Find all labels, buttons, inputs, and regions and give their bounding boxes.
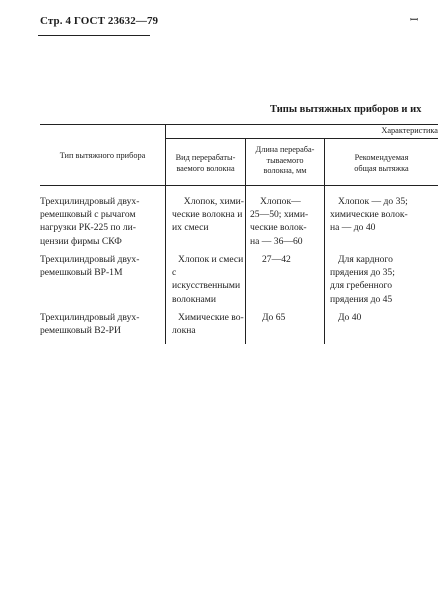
header-device-type: Тип вытяжного прибора	[59, 151, 146, 160]
header-draft-line: Рекомендуемая	[354, 153, 409, 162]
cell-line: До 40	[338, 312, 362, 323]
cell-line: Трехцилиндровый двух-	[40, 312, 140, 323]
table-row-3-device-type	[40, 311, 160, 337]
cell-line: Хлопок и смеси	[178, 254, 244, 265]
header-group-characteristics: Характеристика	[381, 126, 438, 135]
cell-line: ремешковый В2-РИ	[40, 325, 121, 337]
header-fiber-type-line: Вид перерабаты-	[175, 153, 236, 162]
header-fiber-length-line: волокна, мм	[263, 166, 307, 175]
table-row-2-device-type	[40, 253, 160, 279]
cell-line: ремешковый ВР-1М	[40, 267, 123, 279]
header-fiber-length-line: тываемого	[266, 155, 304, 165]
cell-line: нагрузки РК-225 по ли-	[40, 222, 136, 234]
table-row-3-fiber-length	[262, 311, 322, 324]
table-row-3-draft	[338, 311, 438, 324]
table-row-2-fiber-type	[172, 253, 244, 306]
header-fiber-type	[166, 153, 245, 174]
cell-line: прядения до 35;	[330, 267, 395, 279]
cell-line: ческие волок-	[250, 222, 307, 234]
cell-line: Хлопок — до 35;	[338, 196, 408, 207]
cell-line: на — 36—60	[250, 235, 303, 247]
cell-line: 27—42	[262, 254, 291, 265]
cell-line: 25—50; хими-	[250, 209, 309, 221]
cell-line: ческие волокна и	[172, 209, 243, 221]
cell-line: локна	[172, 325, 196, 337]
cell-line: на — до 40	[330, 222, 376, 234]
header-fiber-length-line: Длина перераба-	[255, 145, 315, 154]
table-row-1-fiber-type	[172, 195, 244, 235]
cell-line: волокнами	[172, 293, 216, 305]
cell-line: цензии фирмы СКФ	[40, 235, 122, 247]
header-underline	[38, 35, 150, 36]
cell-line: До 65	[262, 312, 286, 323]
table-row-1-fiber-length	[250, 195, 322, 248]
header-fiber-length	[246, 145, 324, 177]
cell-line: Химические во-	[178, 312, 244, 323]
group-header-rule	[165, 138, 438, 139]
cell-line: прядения до 45	[330, 293, 393, 305]
section-title: Типы вытяжных приборов и их	[270, 104, 422, 115]
table-row-2-draft	[330, 253, 438, 306]
cell-line: с искусственными	[172, 267, 241, 292]
table-row-2-fiber-length	[262, 253, 322, 266]
header-draft-line: общая вытяжка	[354, 163, 409, 173]
cell-line: Хлопок, хими-	[183, 196, 244, 207]
header-draft	[325, 153, 438, 174]
cell-line: Хлопок—	[260, 196, 301, 207]
table-row-1-draft	[330, 195, 438, 235]
header-fiber-type-line: ваемого волокна	[176, 163, 235, 173]
table-row-1-device-type	[40, 195, 160, 248]
table-top-rule	[40, 124, 438, 125]
cell-line: Для кардного	[338, 254, 393, 265]
cell-line: Трехцилиндровый двух-	[40, 196, 140, 207]
cell-line: ремешковый с рычагом	[40, 209, 136, 221]
page-header: Стр. 4 ГОСТ 23632—79	[40, 15, 159, 27]
cell-line: их смеси	[172, 222, 209, 234]
corner-mark: ꟷ	[410, 15, 419, 26]
cell-line: химические волок-	[330, 209, 408, 221]
cell-line: для гребенного	[330, 280, 393, 292]
header-bottom-rule	[40, 185, 438, 186]
cell-line: Трехцилиндровый двух-	[40, 254, 140, 265]
table-row-3-fiber-type	[172, 311, 244, 337]
